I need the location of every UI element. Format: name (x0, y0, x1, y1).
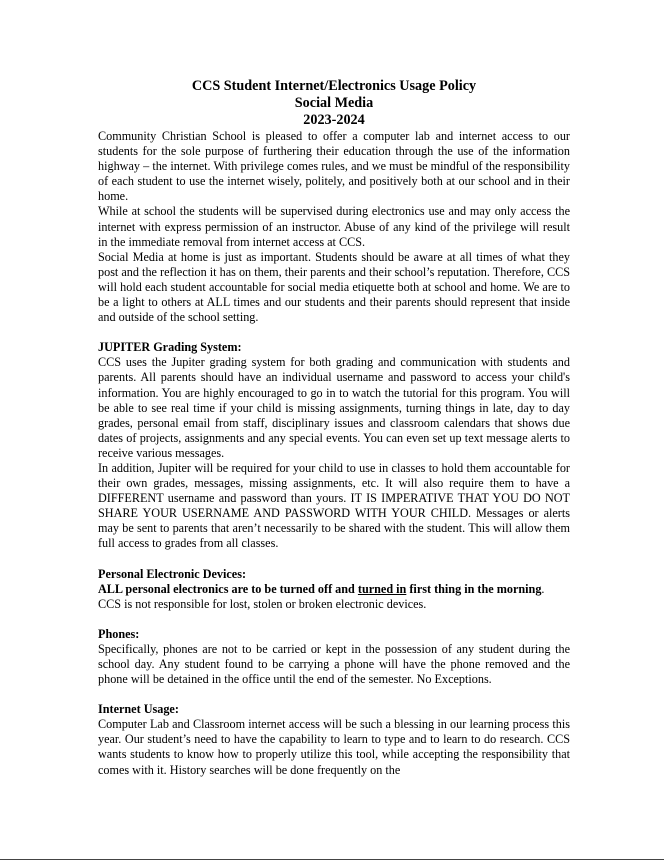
page-bottom-divider (0, 859, 664, 860)
document-subtitle: Social Media (294, 95, 374, 111)
section-gap (98, 687, 570, 702)
section-gap (98, 325, 570, 340)
devices-rule-underlined: turned in (357, 581, 407, 596)
devices-rule-period: . (541, 581, 545, 596)
intro-paragraph: While at school the students will be supervised during electronics use and may only access the internet with express permission of an instructor. Abuse of any kind of the privilege will result in the immediate removal from internet access at CCS. (98, 204, 570, 249)
section-heading-devices: Personal Electronic Devices: (98, 566, 247, 581)
jupiter-paragraph: CCS uses the Jupiter grading system for both grading and communication with students and parents. All parents should have an individual username and password to access your child's information. You are highly encouraged to go in to watch the tutorial for this program. You will be able to see real time if your child is missing assignments, turning things in late, day to day grades, personal email from staff, disciplinary issues and classroom calendars that shows due dates of projects, assignments and any special events. You can even set up text message alerts to receive various messages. (98, 355, 570, 460)
devices-rule-bold-2: first thing in the morning (406, 581, 542, 596)
devices-rule (98, 582, 570, 597)
section-gap (98, 612, 570, 627)
document-title: CCS Student Internet/Electronics Usage Policy (191, 78, 477, 94)
jupiter-paragraph: In addition, Jupiter will be required for your child to use in classes to hold them accountable for their own grades, messages, missing assignments, etc. It will also require them to have a DIFFERENT username and password than yours. IT IS IMPERATIVE THAT YOU DO NOT SHARE YOUR USERNAME AND PASSWORD WITH YOUR CHILD. Messages or alerts may be sent to parents that aren’t necessarily to be shared with the student. This will allow them full access to grades from all classes. (98, 460, 570, 551)
document-year: 2023-2024 (303, 112, 365, 128)
section-gap (98, 552, 570, 567)
devices-rule-bold-1: ALL personal electronics are to be turned off and (98, 581, 358, 596)
internet-paragraph: Computer Lab and Classroom internet access will be such a blessing in our learning process this year. Our student’s need to have the capability to learn to type and to learn to do research. CCS wants students to know how to properly utilize this tool, while accepting the responsibility that comes with it. History searches will be done frequently on the (98, 717, 570, 777)
phones-paragraph: Specifically, phones are not to be carried or kept in the possession of any student during the school day. Any student found to be carrying a phone will have the phone removed and the phone will be detained in the office until the end of the semester. No Exceptions. (98, 641, 570, 687)
intro-paragraph: Social Media at home is just as important. Students should be aware at all times of what they post and the reflection it has on them, their parents and their school’s reputation. Therefore, CCS will hold each student accountable for social media etiquette both at school and home. We are to be a light to others at ALL times and our students and their parents should represent that inside and outside of the school setting. (98, 249, 570, 325)
document-body (98, 78, 570, 778)
intro-paragraph: Community Christian School is pleased to offer a computer lab and internet access to our students for the sole purpose of furthering their education through the use of the information highway – the internet. With privilege comes rules, and we must be mindful of the responsibility of each student to use the internet wisely, politely, and positively both at our school and in their home. (98, 129, 570, 204)
section-heading-phones: Phones: (98, 626, 140, 641)
section-heading-internet: Internet Usage: (98, 702, 179, 717)
devices-paragraph: CCS is not responsible for lost, stolen or broken electronic devices. (98, 596, 427, 611)
section-heading-jupiter: JUPITER Grading System: (98, 340, 242, 355)
